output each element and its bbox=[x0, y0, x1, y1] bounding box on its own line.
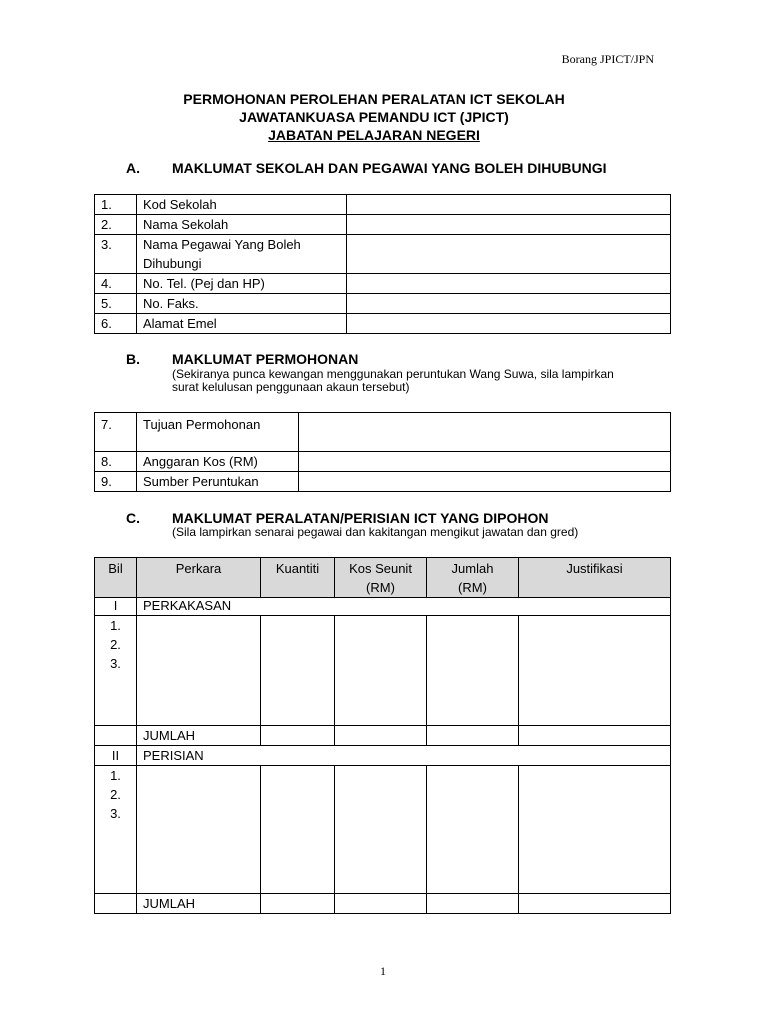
row-number: 7. bbox=[95, 413, 137, 452]
row-number: 1. bbox=[95, 195, 137, 215]
tujuan-permohonan-field[interactable] bbox=[299, 413, 671, 452]
item-number: 3. bbox=[110, 656, 121, 671]
alamat-emel-field[interactable] bbox=[347, 314, 671, 334]
row-number: 8. bbox=[95, 452, 137, 472]
header-kos-line-1: Kos Seunit bbox=[349, 561, 412, 576]
jumlah-cell[interactable] bbox=[427, 766, 519, 894]
group-roman: I bbox=[95, 598, 137, 616]
kuantiti-cell[interactable] bbox=[261, 766, 335, 894]
application-info-table bbox=[94, 412, 671, 492]
header-bil: Bil bbox=[95, 558, 137, 598]
total-jumlah-cell[interactable] bbox=[427, 894, 519, 914]
empty-cell bbox=[95, 894, 137, 914]
anggaran-kos-field[interactable] bbox=[299, 452, 671, 472]
item-number: 1. bbox=[110, 768, 121, 783]
row-number: 9. bbox=[95, 472, 137, 492]
document-title-block bbox=[0, 90, 768, 144]
no-tel-field[interactable] bbox=[347, 274, 671, 294]
group-row-perisian bbox=[95, 746, 671, 766]
nama-pegawai-field[interactable] bbox=[347, 235, 671, 274]
total-label: JUMLAH bbox=[137, 726, 261, 746]
row-number: 5. bbox=[95, 294, 137, 314]
kos-seunit-cell[interactable] bbox=[335, 616, 427, 726]
row-label: Sumber Peruntukan bbox=[137, 472, 299, 492]
equipment-table bbox=[94, 557, 671, 914]
header-kos-seunit bbox=[335, 558, 427, 598]
row-label-line-2: Dihubungi bbox=[143, 256, 202, 271]
school-info-table bbox=[94, 194, 671, 334]
item-numbers bbox=[95, 616, 137, 726]
kuantiti-cell[interactable] bbox=[261, 616, 335, 726]
perkara-cell[interactable] bbox=[137, 616, 261, 726]
total-kos-cell[interactable] bbox=[335, 726, 427, 746]
total-jumlah-cell[interactable] bbox=[427, 726, 519, 746]
total-justifikasi-cell[interactable] bbox=[519, 726, 671, 746]
item-number: 2. bbox=[110, 637, 121, 652]
form-reference: Borang JPICT/JPN bbox=[561, 52, 654, 66]
nama-sekolah-field[interactable] bbox=[347, 215, 671, 235]
header-justifikasi: Justifikasi bbox=[519, 558, 671, 598]
item-numbers bbox=[95, 766, 137, 894]
row-number: 6. bbox=[95, 314, 137, 334]
section-c-heading bbox=[126, 510, 548, 526]
section-c-note: (Sila lampirkan senarai pegawai dan kakitangan mengikut jawatan dan gred) bbox=[172, 525, 579, 539]
header-jumlah bbox=[427, 558, 519, 598]
table-row bbox=[95, 215, 671, 235]
row-label-line-1: Nama Pegawai Yang Boleh bbox=[143, 237, 301, 252]
section-c-title: MAKLUMAT PERALATAN/PERISIAN ICT YANG DIPOHON bbox=[172, 510, 549, 526]
section-b-note-line-1: (Sekiranya punca kewangan menggunakan peruntukan Wang Suwa, sila lampirkan bbox=[172, 367, 614, 381]
total-kuantiti-cell[interactable] bbox=[261, 894, 335, 914]
total-kos-cell[interactable] bbox=[335, 894, 427, 914]
row-label: Kod Sekolah bbox=[137, 195, 347, 215]
sumber-peruntukan-field[interactable] bbox=[299, 472, 671, 492]
row-label: No. Tel. (Pej dan HP) bbox=[137, 274, 347, 294]
total-label: JUMLAH bbox=[137, 894, 261, 914]
row-number: 2. bbox=[95, 215, 137, 235]
header-perkara: Perkara bbox=[137, 558, 261, 598]
page-number-text: 1 bbox=[380, 964, 386, 978]
justifikasi-cell[interactable] bbox=[519, 616, 671, 726]
title-line-1: PERMOHONAN PEROLEHAN PERALATAN ICT SEKOLAH bbox=[183, 91, 565, 107]
table-row bbox=[95, 195, 671, 215]
group-row-perkakasan bbox=[95, 598, 671, 616]
row-number: 3. bbox=[95, 235, 137, 274]
section-b-note-line-2: surat kelulusan penggunaan akaun tersebut) bbox=[172, 380, 410, 394]
row-label: Alamat Emel bbox=[137, 314, 347, 334]
section-a-letter: A. bbox=[126, 160, 140, 176]
section-a-title: MAKLUMAT SEKOLAH DAN PEGAWAI YANG BOLEH DIHUBUNGI bbox=[172, 160, 607, 176]
jumlah-cell[interactable] bbox=[427, 616, 519, 726]
row-label: Tujuan Permohonan bbox=[137, 413, 299, 452]
section-b-letter: B. bbox=[126, 351, 140, 367]
kod-sekolah-field[interactable] bbox=[347, 195, 671, 215]
kos-seunit-cell[interactable] bbox=[335, 766, 427, 894]
section-c-letter: C. bbox=[126, 510, 140, 526]
header-kos-line-2: (RM) bbox=[366, 580, 395, 595]
table-row bbox=[95, 766, 671, 894]
row-label: Nama Sekolah bbox=[137, 215, 347, 235]
no-faks-field[interactable] bbox=[347, 294, 671, 314]
header-jumlah-line-1: Jumlah bbox=[451, 561, 494, 576]
row-label: No. Faks. bbox=[137, 294, 347, 314]
table-row bbox=[95, 314, 671, 334]
section-b-note bbox=[172, 368, 614, 394]
row-label: Anggaran Kos (RM) bbox=[137, 452, 299, 472]
total-row bbox=[95, 894, 671, 914]
title-line-3: JABATAN PELAJARAN NEGERI bbox=[268, 127, 480, 143]
header-kuantiti: Kuantiti bbox=[261, 558, 335, 598]
table-row bbox=[95, 294, 671, 314]
table-row bbox=[95, 413, 671, 452]
justifikasi-cell[interactable] bbox=[519, 766, 671, 894]
row-label bbox=[137, 235, 347, 274]
item-number: 3. bbox=[110, 806, 121, 821]
row-number: 4. bbox=[95, 274, 137, 294]
total-row bbox=[95, 726, 671, 746]
title-line-2: JAWATANKUASA PEMANDU ICT (JPICT) bbox=[239, 109, 509, 125]
table-row bbox=[95, 472, 671, 492]
section-b-title: MAKLUMAT PERMOHONAN bbox=[172, 351, 359, 367]
table-row bbox=[95, 235, 671, 274]
group-roman: II bbox=[95, 746, 137, 766]
empty-cell bbox=[95, 726, 137, 746]
header-jumlah-line-2: (RM) bbox=[458, 580, 487, 595]
group-title: PERISIAN bbox=[137, 746, 671, 766]
section-b-heading bbox=[126, 351, 358, 367]
table-row bbox=[95, 452, 671, 472]
item-number: 1. bbox=[110, 618, 121, 633]
perkara-cell[interactable] bbox=[137, 766, 261, 894]
group-title: PERKAKASAN bbox=[137, 598, 671, 616]
section-a-heading bbox=[126, 160, 607, 176]
total-justifikasi-cell[interactable] bbox=[519, 894, 671, 914]
table-row bbox=[95, 274, 671, 294]
table-row bbox=[95, 616, 671, 726]
page-number bbox=[0, 964, 768, 979]
total-kuantiti-cell[interactable] bbox=[261, 726, 335, 746]
table-header-row bbox=[95, 558, 671, 598]
item-number: 2. bbox=[110, 787, 121, 802]
